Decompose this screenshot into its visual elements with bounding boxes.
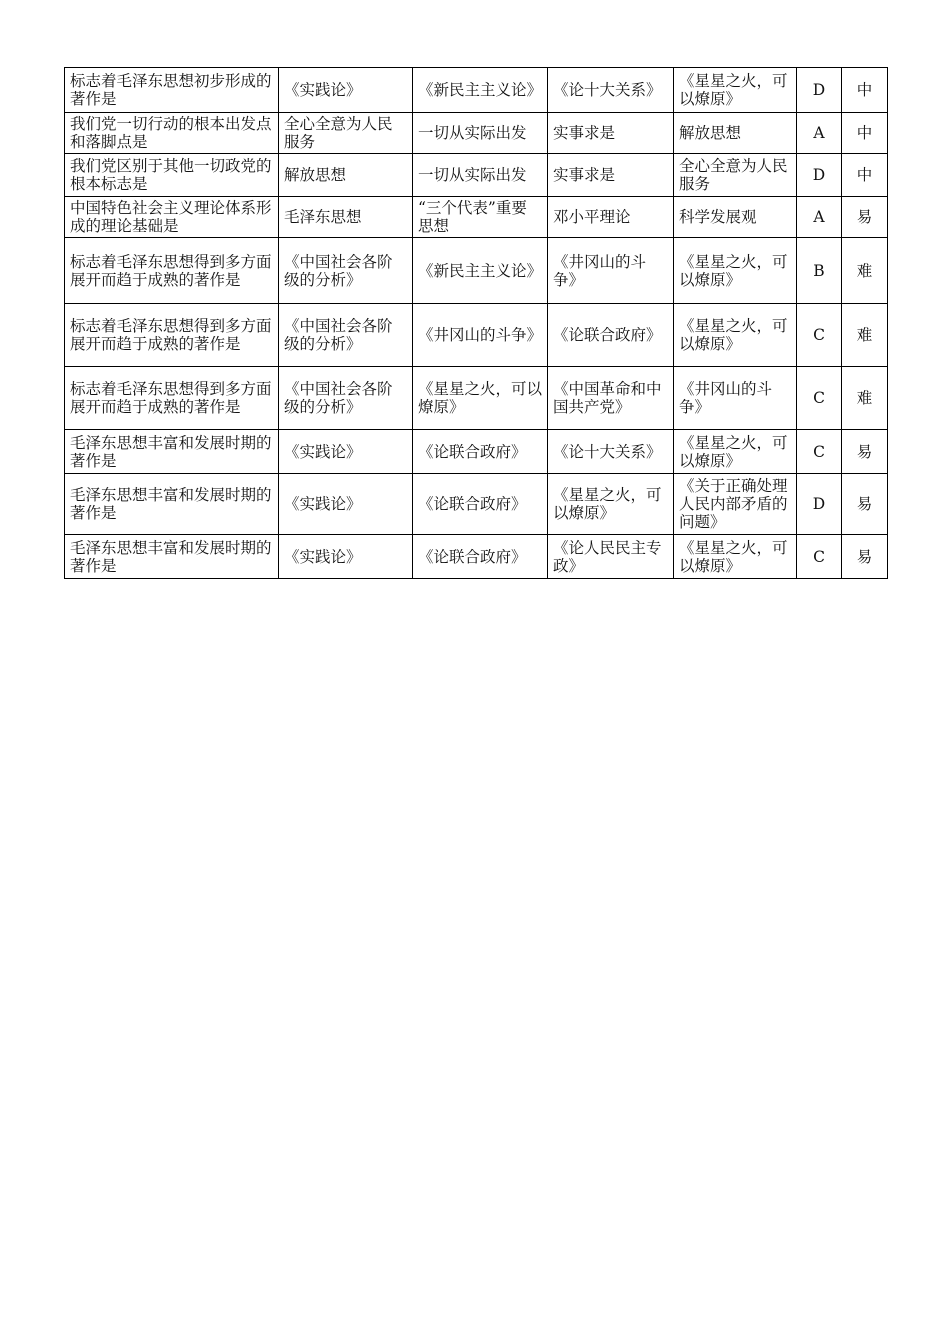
option-a-cell: 《中国社会各阶级的分析》 bbox=[279, 304, 413, 367]
option-b-cell: 一切从实际出发 bbox=[413, 113, 548, 154]
question-cell: 标志着毛泽东思想得到多方面展开而趋于成熟的著作是 bbox=[65, 238, 279, 304]
answer-cell: D bbox=[797, 474, 842, 535]
difficulty-cell: 中 bbox=[842, 154, 888, 197]
option-a-cell: 《实践论》 bbox=[279, 535, 413, 579]
option-d-cell: 科学发展观 bbox=[674, 197, 797, 238]
option-c-cell: 《论联合政府》 bbox=[548, 304, 674, 367]
answer-cell: D bbox=[797, 68, 842, 113]
option-a-cell: 全心全意为人民服务 bbox=[279, 113, 413, 154]
option-d-cell: 《星星之火，可以燎原》 bbox=[674, 238, 797, 304]
option-a-cell: 《中国社会各阶级的分析》 bbox=[279, 367, 413, 430]
option-b-cell: 《井冈山的斗争》 bbox=[413, 304, 548, 367]
table-row bbox=[65, 68, 888, 113]
question-cell: 标志着毛泽东思想得到多方面展开而趋于成熟的著作是 bbox=[65, 367, 279, 430]
difficulty-cell: 易 bbox=[842, 197, 888, 238]
difficulty-cell: 难 bbox=[842, 238, 888, 304]
answer-cell: D bbox=[797, 154, 842, 197]
answer-cell: A bbox=[797, 113, 842, 154]
table-row bbox=[65, 113, 888, 154]
table-row bbox=[65, 535, 888, 579]
table-row bbox=[65, 474, 888, 535]
option-d-cell: 《星星之火，可以燎原》 bbox=[674, 430, 797, 474]
option-b-cell: 《论联合政府》 bbox=[413, 430, 548, 474]
option-b-cell: 《星星之火，可以燎原》 bbox=[413, 367, 548, 430]
table-row bbox=[65, 367, 888, 430]
option-a-cell: 《实践论》 bbox=[279, 474, 413, 535]
question-cell: 毛泽东思想丰富和发展时期的著作是 bbox=[65, 430, 279, 474]
option-a-cell: 解放思想 bbox=[279, 154, 413, 197]
option-b-cell: 《论联合政府》 bbox=[413, 474, 548, 535]
answer-cell: C bbox=[797, 430, 842, 474]
question-cell: 我们党一切行动的根本出发点和落脚点是 bbox=[65, 113, 279, 154]
option-b-cell: “三个代表”重要思想 bbox=[413, 197, 548, 238]
answer-cell: B bbox=[797, 238, 842, 304]
question-cell: 毛泽东思想丰富和发展时期的著作是 bbox=[65, 474, 279, 535]
difficulty-cell: 中 bbox=[842, 68, 888, 113]
option-c-cell: 实事求是 bbox=[548, 154, 674, 197]
option-a-cell: 毛泽东思想 bbox=[279, 197, 413, 238]
option-b-cell: 《新民主主义论》 bbox=[413, 68, 548, 113]
question-table bbox=[64, 67, 888, 579]
answer-cell: C bbox=[797, 535, 842, 579]
option-b-cell: 一切从实际出发 bbox=[413, 154, 548, 197]
table-row bbox=[65, 304, 888, 367]
question-cell: 我们党区别于其他一切政党的根本标志是 bbox=[65, 154, 279, 197]
option-c-cell: 《中国革命和中国共产党》 bbox=[548, 367, 674, 430]
option-c-cell: 邓小平理论 bbox=[548, 197, 674, 238]
answer-cell: A bbox=[797, 197, 842, 238]
difficulty-cell: 难 bbox=[842, 304, 888, 367]
option-a-cell: 《中国社会各阶级的分析》 bbox=[279, 238, 413, 304]
answer-cell: C bbox=[797, 304, 842, 367]
option-d-cell: 全心全意为人民服务 bbox=[674, 154, 797, 197]
option-b-cell: 《新民主主义论》 bbox=[413, 238, 548, 304]
answer-cell: C bbox=[797, 367, 842, 430]
option-d-cell: 《井冈山的斗争》 bbox=[674, 367, 797, 430]
option-a-cell: 《实践论》 bbox=[279, 430, 413, 474]
option-c-cell: 《星星之火，可以燎原》 bbox=[548, 474, 674, 535]
difficulty-cell: 易 bbox=[842, 474, 888, 535]
difficulty-cell: 易 bbox=[842, 535, 888, 579]
option-d-cell: 《关于正确处理人民内部矛盾的问题》 bbox=[674, 474, 797, 535]
option-c-cell: 《井冈山的斗争》 bbox=[548, 238, 674, 304]
table-row bbox=[65, 238, 888, 304]
option-c-cell: 《论十大关系》 bbox=[548, 68, 674, 113]
question-cell: 中国特色社会主义理论体系形成的理论基础是 bbox=[65, 197, 279, 238]
difficulty-cell: 难 bbox=[842, 367, 888, 430]
question-cell: 标志着毛泽东思想得到多方面展开而趋于成熟的著作是 bbox=[65, 304, 279, 367]
table-row bbox=[65, 197, 888, 238]
option-d-cell: 《星星之火，可以燎原》 bbox=[674, 535, 797, 579]
option-d-cell: 《星星之火，可以燎原》 bbox=[674, 304, 797, 367]
option-c-cell: 《论十大关系》 bbox=[548, 430, 674, 474]
option-d-cell: 解放思想 bbox=[674, 113, 797, 154]
difficulty-cell: 中 bbox=[842, 113, 888, 154]
option-b-cell: 《论联合政府》 bbox=[413, 535, 548, 579]
table-row bbox=[65, 154, 888, 197]
question-cell: 标志着毛泽东思想初步形成的著作是 bbox=[65, 68, 279, 113]
difficulty-cell: 易 bbox=[842, 430, 888, 474]
option-c-cell: 实事求是 bbox=[548, 113, 674, 154]
table-row bbox=[65, 430, 888, 474]
option-c-cell: 《论人民民主专政》 bbox=[548, 535, 674, 579]
question-cell: 毛泽东思想丰富和发展时期的著作是 bbox=[65, 535, 279, 579]
option-a-cell: 《实践论》 bbox=[279, 68, 413, 113]
option-d-cell: 《星星之火，可以燎原》 bbox=[674, 68, 797, 113]
